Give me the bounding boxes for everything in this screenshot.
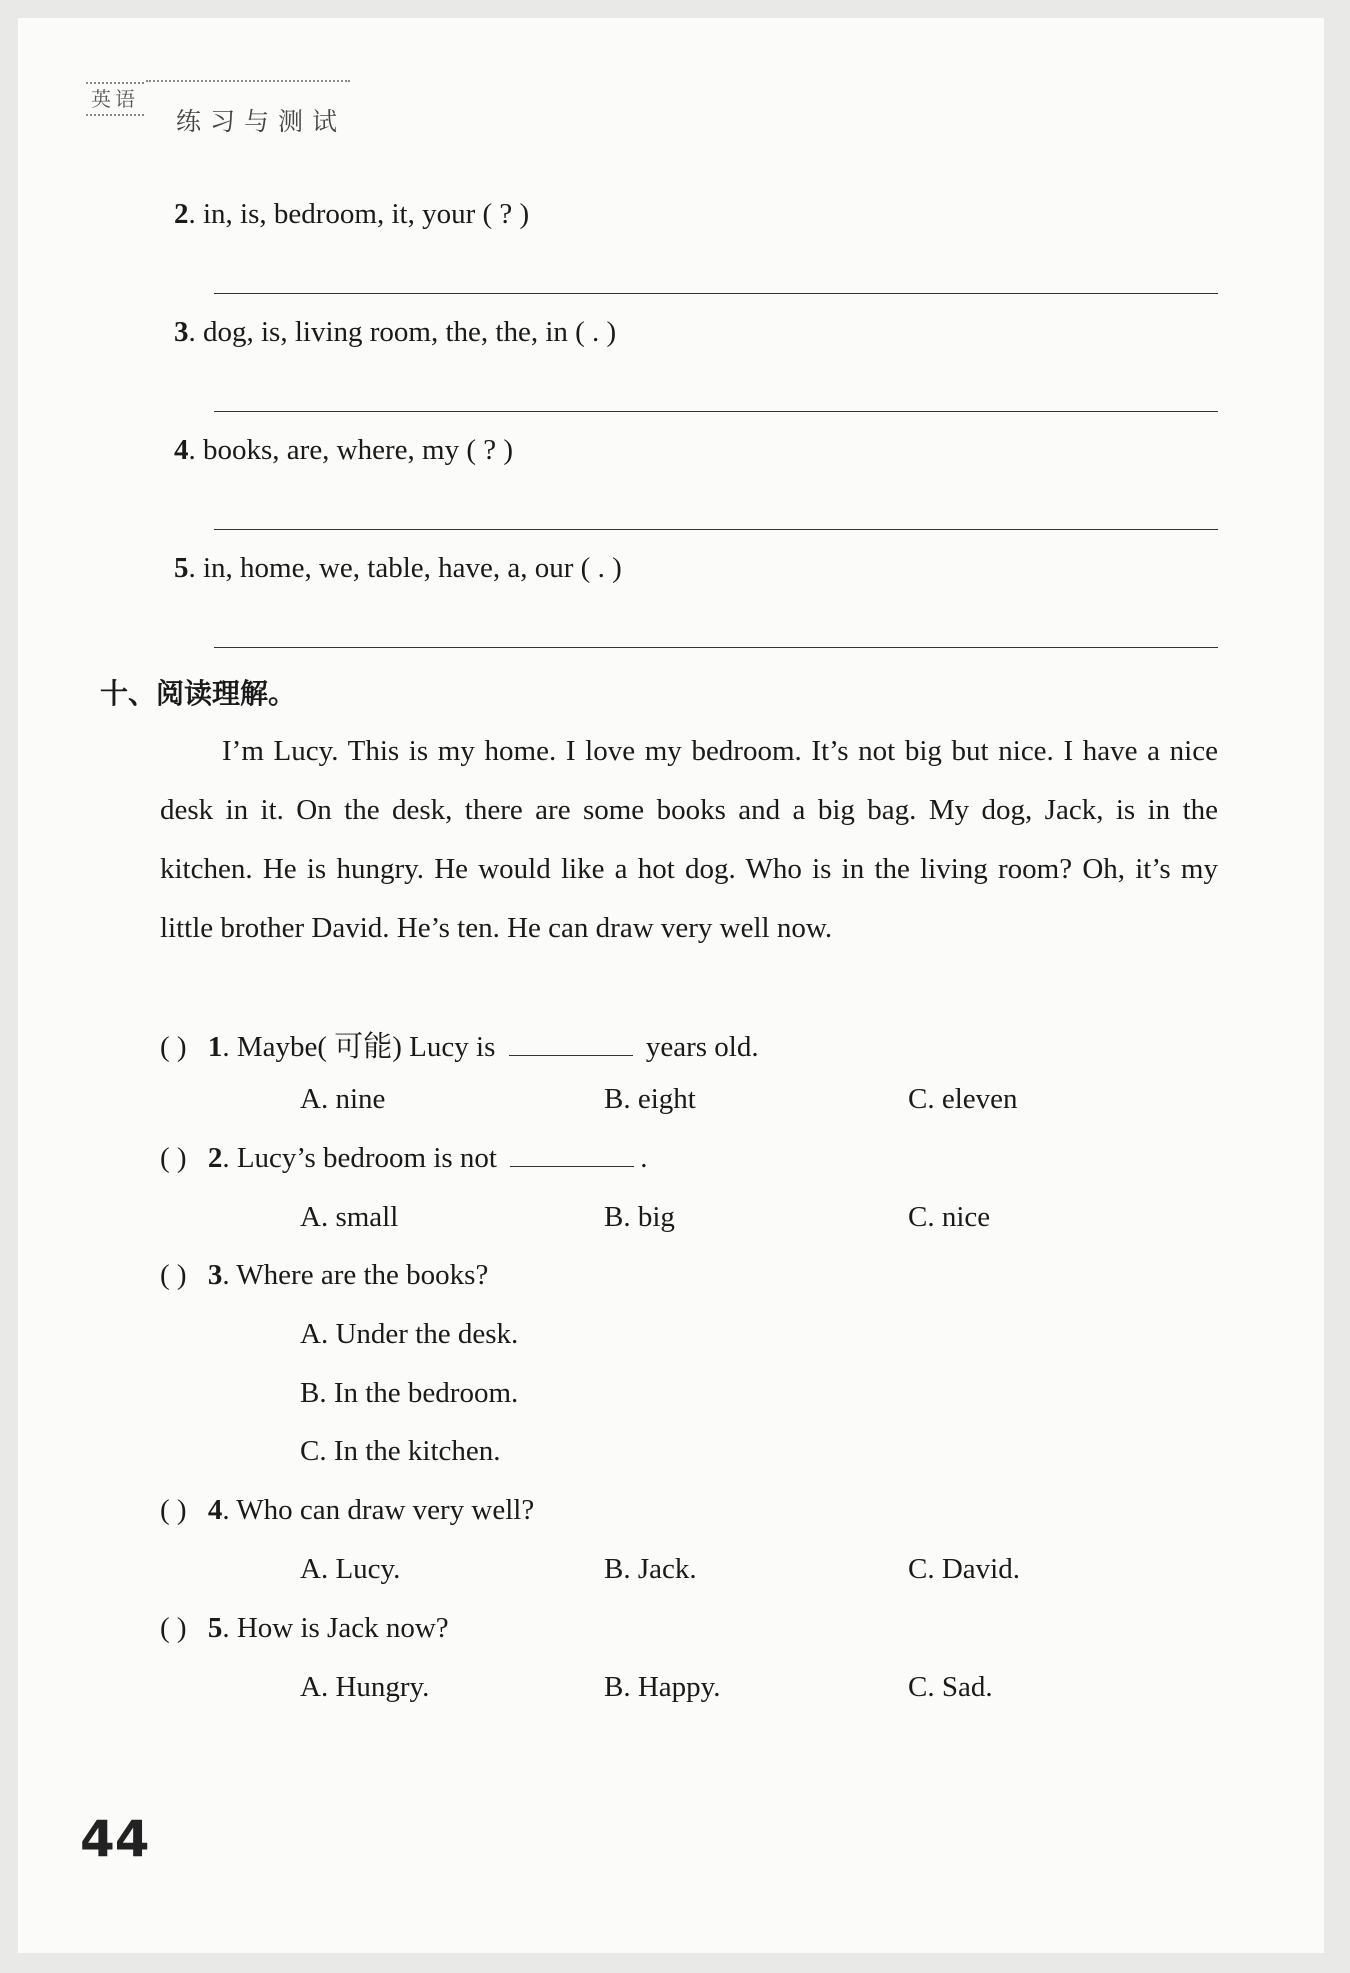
option-a: A. small [300,1201,399,1233]
mcq-question: ( ) 3. Where are the books? [160,1259,489,1291]
answer-bracket[interactable]: ( ) [160,1142,187,1174]
reorder-question: 5. in, home, we, table, have, a, our ( . ) [174,552,622,584]
option-b: B. Jack. [604,1553,697,1585]
fill-blank[interactable] [509,1033,633,1056]
option-c: C. eleven [908,1083,1018,1115]
series-title: 练习与测试 [176,107,347,136]
option-a: A. Lucy. [300,1553,401,1585]
option-c: C. Sad. [908,1671,993,1703]
mcq-question: ( ) 5. How is Jack now? [160,1612,449,1644]
option-c: C. In the kitchen. [300,1435,501,1467]
answer-bracket[interactable]: ( ) [160,1494,187,1526]
option-b: B. Happy. [604,1671,721,1703]
section-title: 十、阅读理解。 [100,677,297,710]
answer-line[interactable] [214,293,1218,294]
reorder-question: 2. in, is, bedroom, it, your ( ? ) [174,198,530,230]
mcq-question: ( ) 1. Maybe( 可能) Lucy is years old. [160,1031,759,1063]
option-b: B. In the bedroom. [300,1377,519,1409]
option-a: A. Hungry. [300,1671,430,1703]
reorder-question: 3. dog, is, living room, the, the, in ( . ) [174,316,617,348]
option-a: A. Under the desk. [300,1318,519,1350]
subject-label: 英语 [86,82,144,116]
answer-bracket[interactable]: ( ) [160,1259,187,1291]
header-rule [146,80,350,82]
option-b: B. eight [604,1083,696,1115]
workbook-page [18,18,1324,1953]
answer-bracket[interactable]: ( ) [160,1031,187,1063]
mcq-question: ( ) 2. Lucy’s bedroom is not . [160,1142,648,1174]
answer-bracket[interactable]: ( ) [160,1612,187,1644]
option-c: C. David. [908,1553,1020,1585]
answer-line[interactable] [214,647,1218,648]
fill-blank[interactable] [510,1144,634,1167]
option-c: C. nice [908,1201,991,1233]
option-a: A. nine [300,1083,386,1115]
option-b: B. big [604,1201,675,1233]
page-number: 44 [80,1810,150,1868]
mcq-question: ( ) 4. Who can draw very well? [160,1494,535,1526]
answer-line[interactable] [214,529,1218,530]
answer-line[interactable] [214,411,1218,412]
reading-passage: I’m Lucy. This is my home. I love my bedroom. It’s not big but nice. I have a nice desk in it. On the desk, there are some books and a big bag. My dog, Jack, is in the kitchen. He is hungry. He would like a hot dog. Who is in the living room? Oh, it’s my little brother David. He’s ten. He can draw very well now. [160,735,1218,944]
reorder-question: 4. books, are, where, my ( ? ) [174,434,514,466]
